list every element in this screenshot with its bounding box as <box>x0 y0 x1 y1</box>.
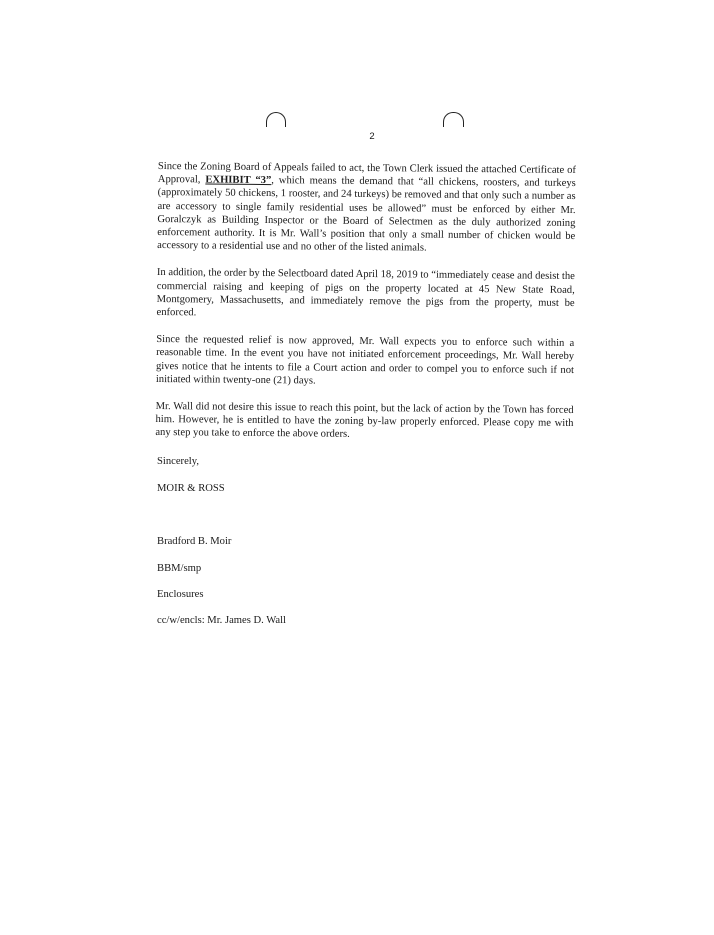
firm-name: MOIR & ROSS <box>157 483 225 494</box>
paragraph-enforcement-notice: Since the requested relief is now approved, Mr. Wall expects you to enforce such within a reasonable time. In the event you have not initiated enforcement proceedings, Mr. Wall hereby gives notice that he intents to file a Court action and order to compel you to enforce such if not initiated within twenty-one (21) days. <box>155 334 575 387</box>
paragraph-1-text-end: , which means the demand that “all chickens, roosters, and turkeys (approximately 50 chickens, 1 rooster, and 24 turkeys) be removed and that only such a number as are accessory to single family residential uses be allowed” must be enforced by either Mr. Goralczyk as Building Inspector or the Board of Selectmen as the duly authorized zoning enforcement authority. It is Mr. Wall’s position that only a small number of chicken would be accessory to a residential use and no other of the listed animals. <box>157 175 576 254</box>
page-number: 2 <box>369 131 375 142</box>
letter-body <box>155 160 576 458</box>
typist-initials: BBM/smp <box>157 563 202 574</box>
paragraph-conclusion: Mr. Wall did not desire this issue to reach this point, but the lack of action by the Town has forced him. However, he is entitled to have the zoning by-law properly enforced. Please copy me with any step you take to enforce the above orders. <box>155 401 574 441</box>
paragraph-selectboard-order: In addition, the order by the Selectboard dated April 18, 2019 to “immediately cease and desist the commercial raising and keeping of pigs on the property located at 45 New State Road, Montgomery, Massachusetts, and immediately remove the pigs from the property, must be enforced. <box>156 267 575 319</box>
punch-hole-mark-right <box>443 112 464 127</box>
paragraph-certificate-of-approval <box>157 160 576 256</box>
punch-hole-mark-left <box>266 112 286 127</box>
salutation: Sincerely, <box>157 456 199 467</box>
cc-line: cc/w/encls: Mr. James D. Wall <box>157 615 286 626</box>
enclosures-note: Enclosures <box>157 589 204 600</box>
exhibit-reference: EXHIBIT “3” <box>205 174 272 187</box>
signer-name: Bradford B. Moir <box>157 536 232 547</box>
paragraph-1-text-start: Since the Zoning Board of Appeals failed to act, the Town Clerk issued the attached Certificate of Approval, <box>157 160 576 186</box>
